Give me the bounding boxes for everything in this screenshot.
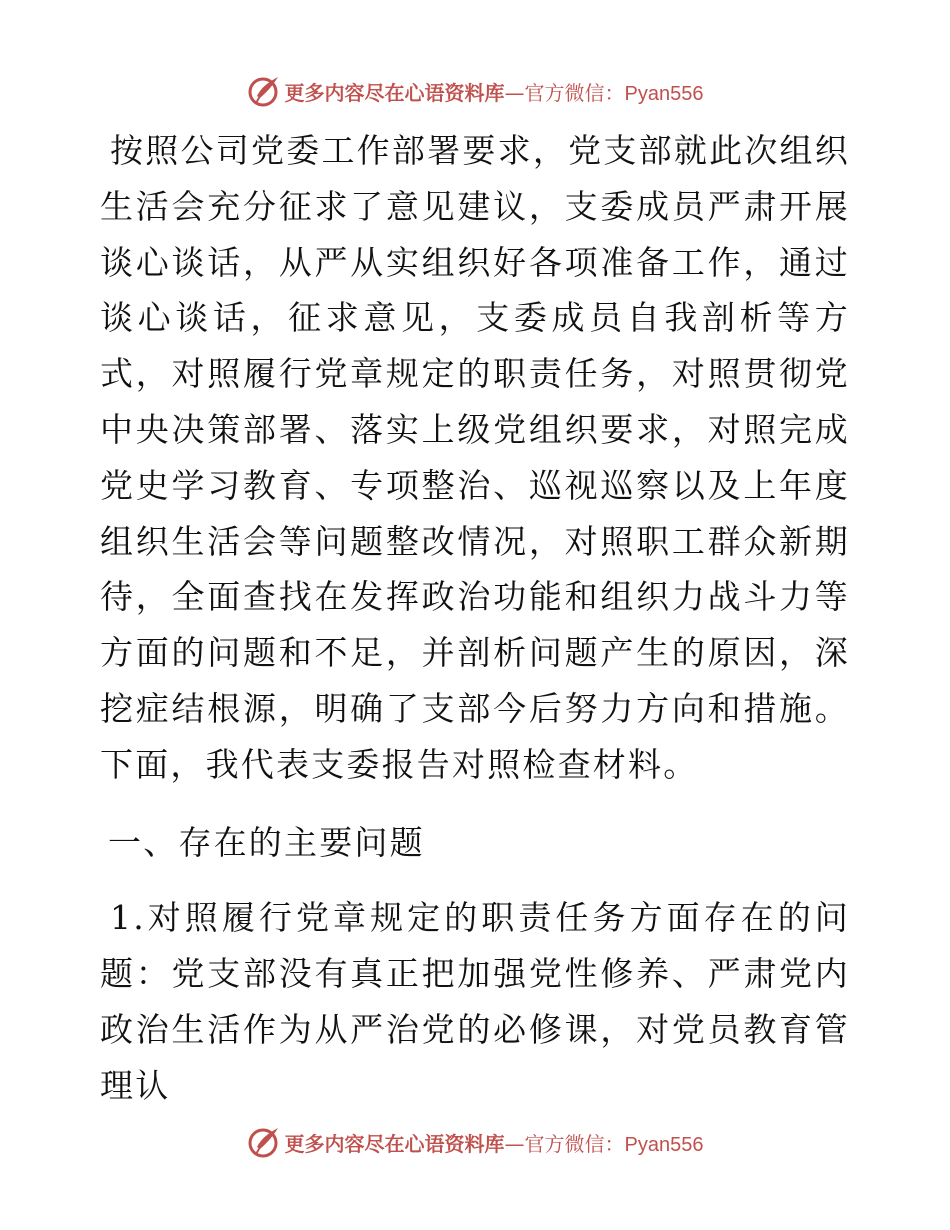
watermark-dash: — bbox=[504, 80, 525, 105]
quill-logo-icon bbox=[247, 1125, 281, 1159]
document-body bbox=[100, 123, 850, 1114]
watermark-text bbox=[285, 1128, 704, 1157]
watermark-text bbox=[285, 77, 704, 106]
intro-paragraph: 按照公司党委工作部署要求，党支部就此次组织生活会充分征求了意见建议，支委成员严肃开展谈心谈话，从严从实组织好各项准备工作，通过谈心谈话，征求意见，支委成员自我剖析等方式，对照履行党章规定的职责任务，对照贯彻党中央决策部署、落实上级党组织要求，对照完成党史学习教育、专项整治、巡视巡察以及上年度组织生活会等问题整改情况，对照职工群众新期待，全面查找在发挥政治功能和组织力战斗力等方面的问题和不足，并剖析问题产生的原因，深挖症结根源，明确了支部今后努力方向和措施。下面，我代表支委报告对照检查材料。 bbox=[100, 131, 850, 784]
watermark-wechat-label: 官方微信： bbox=[524, 1131, 625, 1156]
footer-watermark bbox=[0, 1122, 950, 1162]
section-heading: 一、存在的主要问题 bbox=[108, 822, 425, 862]
watermark-wechat-id: Pyan556 bbox=[624, 1133, 704, 1156]
watermark-wechat-id: Pyan556 bbox=[624, 82, 704, 105]
header-watermark bbox=[0, 71, 950, 111]
item-paragraph-1: 1.对照履行党章规定的职责任务方面存在的问题：党支部没有真正把加强党性修养、严肃党内政治生活作为从严治党的必修课，对党员教育管理认 bbox=[100, 898, 850, 1105]
watermark-wechat-label: 官方微信： bbox=[524, 80, 625, 105]
watermark-brand: 更多内容尽在心语资料库 bbox=[284, 1131, 505, 1156]
quill-logo-icon bbox=[247, 74, 281, 108]
watermark-brand: 更多内容尽在心语资料库 bbox=[284, 80, 505, 105]
watermark-dash: — bbox=[504, 1131, 525, 1156]
